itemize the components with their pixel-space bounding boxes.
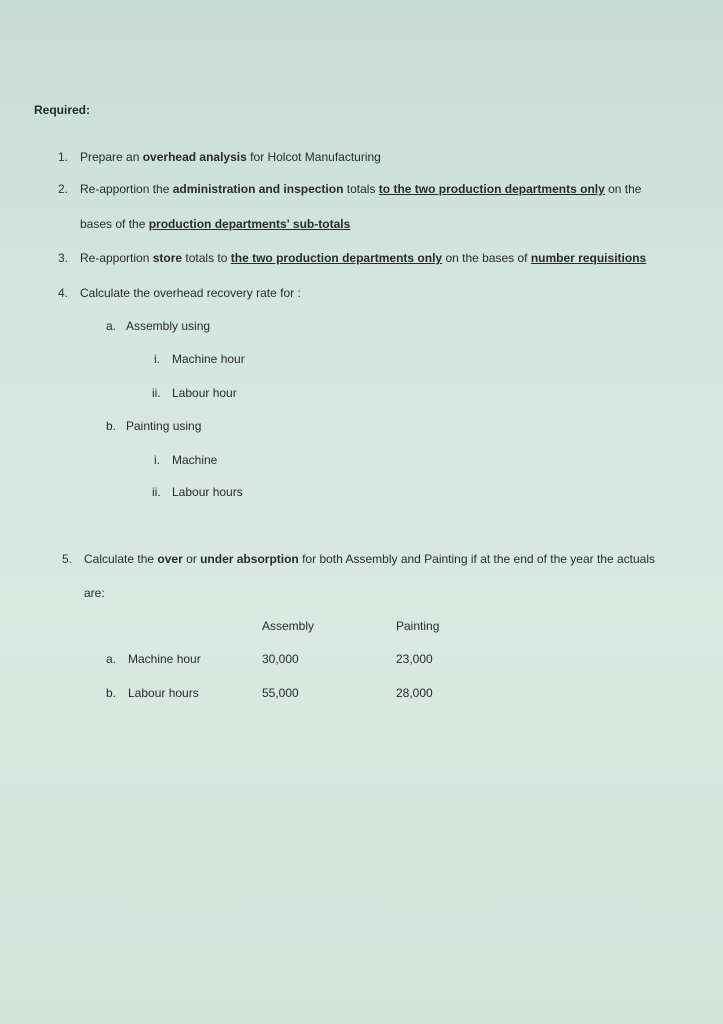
item-4a-text: Assembly using bbox=[126, 319, 211, 333]
table-row-a-painting: 23,000 bbox=[396, 652, 433, 666]
table-row-b-painting: 28,000 bbox=[396, 686, 433, 700]
item-1-number: 1. bbox=[58, 150, 69, 164]
item-4a-ii-roman: ii. bbox=[152, 386, 161, 400]
item-2-number: 2. bbox=[58, 182, 69, 196]
item-4b-text: Painting using bbox=[126, 419, 202, 433]
item-4b-letter: b. bbox=[106, 419, 117, 433]
item-4a-letter: a. bbox=[106, 319, 117, 333]
item-4b-i-roman: i. bbox=[154, 453, 160, 467]
item-4a-i-text: Machine hour bbox=[172, 352, 245, 366]
table-header-painting: Painting bbox=[396, 619, 440, 633]
table-row-b-assembly: 55,000 bbox=[262, 686, 299, 700]
item-2-text-line1: Re-apportion the administration and inspection totals to the two production departments only on the bbox=[80, 182, 642, 196]
item-4b-ii-roman: ii. bbox=[152, 485, 161, 499]
item-4b-ii-text: Labour hours bbox=[172, 485, 243, 499]
item-5-text-line2: are: bbox=[84, 586, 105, 600]
table-row-a-assembly: 30,000 bbox=[262, 652, 299, 666]
item-3-text: Re-apportion store totals to the two production departments only on the bases of number requisitions bbox=[80, 251, 647, 265]
item-4-text: Calculate the overhead recovery rate for : bbox=[80, 286, 301, 300]
item-4-number: 4. bbox=[58, 286, 69, 300]
table-row-b-letter: b. bbox=[106, 686, 117, 700]
item-5-text-line1: Calculate the over or under absorption for both Assembly and Painting if at the end of the year the actuals bbox=[84, 552, 655, 566]
item-4b-i-text: Machine bbox=[172, 453, 218, 467]
table-header-assembly: Assembly bbox=[262, 619, 315, 633]
item-5-number: 5. bbox=[62, 552, 73, 566]
table-row-b-label: Labour hours bbox=[128, 686, 199, 700]
item-3-number: 3. bbox=[58, 251, 69, 265]
table-row-a-label: Machine hour bbox=[128, 652, 201, 666]
table-row-a-letter: a. bbox=[106, 652, 117, 666]
item-1-text: Prepare an overhead analysis for Holcot Manufacturing bbox=[80, 150, 381, 164]
item-4a-ii-text: Labour hour bbox=[172, 386, 237, 400]
required-heading: Required: bbox=[34, 103, 91, 117]
item-2-text-line2: bases of the production departments' sub-totals bbox=[80, 217, 351, 231]
item-4a-i-roman: i. bbox=[154, 352, 160, 366]
